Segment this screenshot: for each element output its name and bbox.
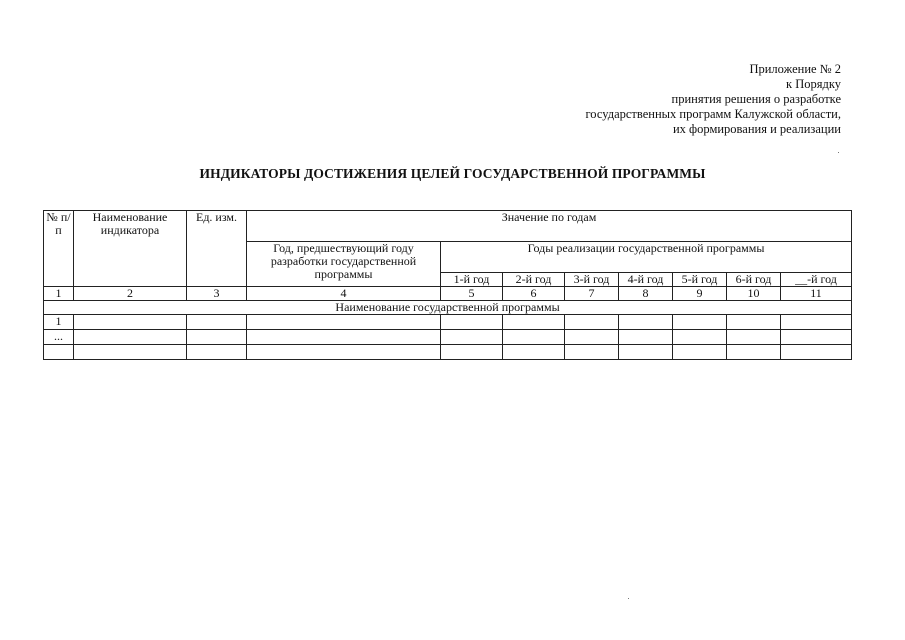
column-number: 3 [187,287,247,301]
appendix-line: государственных программ Калужской области, [585,107,841,121]
table-cell [503,345,565,360]
row-number: ... [44,330,74,345]
header-values-by-year: Значение по годам [247,211,852,242]
table-cell [441,345,503,360]
program-name-cell: Наименование государственной программы [44,301,852,315]
header-year: 3-й год [565,273,619,287]
table-cell [619,345,673,360]
table-cell [74,315,187,330]
column-number: 7 [565,287,619,301]
header-unit: Ед. изм. [187,211,247,287]
table-cell [503,330,565,345]
appendix-line: принятия решения о разработке [671,92,841,106]
table-cell [781,345,852,360]
column-number: 1 [44,287,74,301]
table-cell [247,315,441,330]
header-year: 6-й год [727,273,781,287]
table-cell [441,330,503,345]
header-year: 4-й год [619,273,673,287]
table-cell [673,315,727,330]
appendix-line: их формирования и реализации [672,122,841,136]
column-number: 8 [619,287,673,301]
table-row [44,315,852,330]
table-cell [727,330,781,345]
table-cell [673,345,727,360]
header-year: 1-й год [441,273,503,287]
table-cell [565,315,619,330]
header-num: № п/п [44,211,74,287]
scan-speck [628,598,629,599]
table-cell [619,315,673,330]
table-cell [619,330,673,345]
column-number: 4 [247,287,441,301]
header-year: __-й год [781,273,852,287]
table-cell [565,330,619,345]
column-number: 11 [781,287,852,301]
table-cell [187,330,247,345]
header-impl-years: Годы реализации государственной программы [441,242,852,273]
table-cell [781,330,852,345]
header-indicator-name: Наименование индикатора [74,211,187,287]
table-cell [727,345,781,360]
appendix-line: Приложение № 2 [749,62,841,76]
appendix-line: к Порядку [786,77,841,91]
scan-speck [838,152,839,153]
table-cell [503,315,565,330]
column-number: 2 [74,287,187,301]
column-number: 9 [673,287,727,301]
document-title: ИНДИКАТОРЫ ДОСТИЖЕНИЯ ЦЕЛЕЙ ГОСУДАРСТВЕННОЙ ПРОГРАММЫ [199,166,706,181]
table-row [44,330,852,345]
indicators-table [43,210,852,360]
table-cell [565,345,619,360]
table-cell [187,345,247,360]
column-number-row [44,287,852,301]
program-name-row [44,301,852,315]
table-cell [727,315,781,330]
table-cell [441,315,503,330]
column-number: 10 [727,287,781,301]
table-cell [247,330,441,345]
table-cell [673,330,727,345]
appendix-block [585,62,841,137]
column-number: 6 [503,287,565,301]
table-cell [247,345,441,360]
header-year: 5-й год [673,273,727,287]
header-row [44,211,852,242]
column-number: 5 [441,287,503,301]
table-cell [74,345,187,360]
table-row [44,345,852,360]
header-prev-year: Год, предшествующий году разработки государственной программы [247,242,441,287]
table-cell [187,315,247,330]
table-cell [781,315,852,330]
row-number: 1 [44,315,74,330]
table-cell [74,330,187,345]
header-year: 2-й год [503,273,565,287]
row-number [44,345,74,360]
